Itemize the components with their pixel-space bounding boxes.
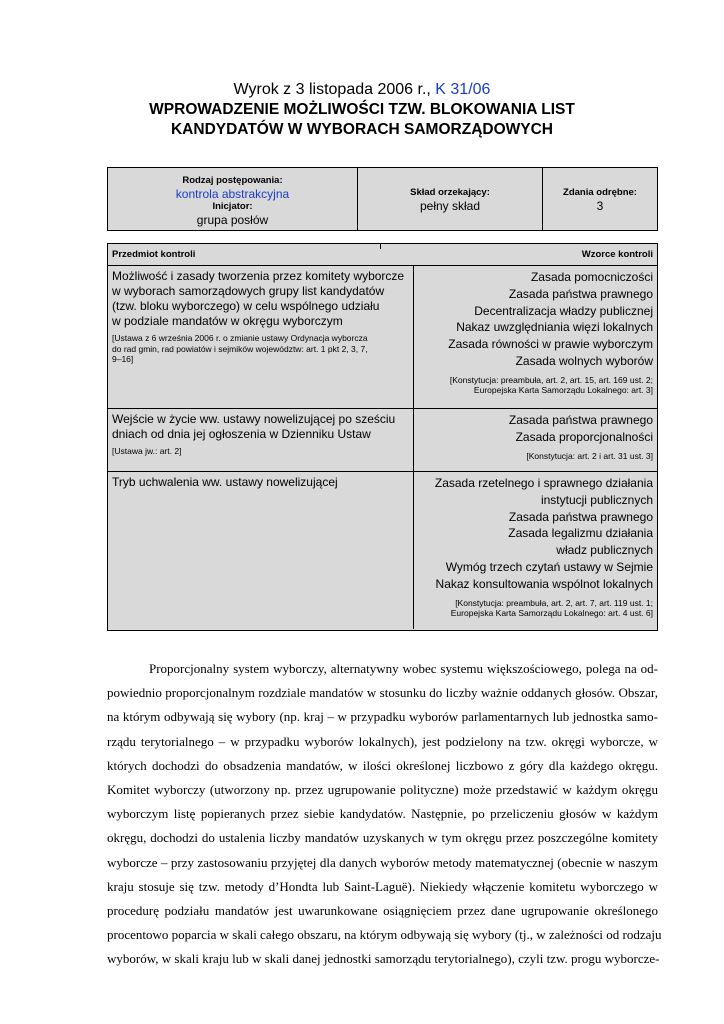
table-row bbox=[108, 472, 657, 629]
body-line: kraju stosuje się tzw. metody d’Hondta lub Saint-Laguë). Niekiedy włączenie komitetu wyborczego w bbox=[107, 878, 658, 894]
subtitle-line-1: WPROWADZENIE MOŻLIWOŚCI TZW. BLOKOWANIA LIST bbox=[149, 101, 575, 118]
pattern-item: Zasada wolnych wyborów bbox=[515, 353, 653, 368]
subject-line: w podziale mandatów w okręgu wyborczym bbox=[112, 314, 343, 328]
pattern-item: Zasada legalizmu działania bbox=[508, 526, 653, 541]
subject-line: Wejście w życie ww. ustawy nowelizującej po sześciu bbox=[112, 412, 396, 426]
pattern-item: Zasada państwa prawnego bbox=[508, 286, 653, 301]
pattern-item: władz publicznych bbox=[556, 543, 653, 558]
body-paragraph bbox=[107, 657, 662, 972]
header-divider-tick bbox=[380, 244, 381, 249]
bench-label: Skład orzekający: bbox=[410, 187, 490, 198]
subject-table bbox=[107, 243, 658, 631]
body-line: na którym odbywają się wybory (np. kraj – w przypadku wyborów parlamentarnych lub jednostka samo- bbox=[107, 709, 658, 725]
patterns-cell bbox=[414, 266, 657, 408]
pattern-item: Nakaz konsultowania wspólnot lokalnych bbox=[435, 576, 653, 591]
subject-text bbox=[112, 412, 409, 442]
bench-value: pełny skład bbox=[419, 199, 481, 213]
pattern-item: Decentralizacja władzy publicznej bbox=[474, 303, 653, 318]
body-line: okręgu, dochodzi do ustalenia liczby mandatów uzyskanych w tym okręgu przez poszczególne komitety bbox=[107, 830, 658, 846]
subject-line: Możliwość i zasady tworzenia przez komitety wyborcze bbox=[112, 269, 405, 283]
body-line: Proporcjonalny system wyborczy, alternatywny wobec systemu większościowego, polega na od- bbox=[149, 661, 658, 676]
table-row bbox=[108, 409, 657, 472]
pattern-item: Zasada państwa prawnego bbox=[508, 509, 653, 524]
procedure-value[interactable]: kontrola abstrakcyjna bbox=[175, 187, 290, 201]
subject-line: (tzw. bloku wyborczego) w celu wspólnego udziału bbox=[112, 299, 380, 313]
body-line: Komitet wyborczy (utworzony np. przez ugrupowanie polityczne) może przedstawić w każdym okręgu bbox=[107, 782, 658, 798]
dissent-cell bbox=[543, 168, 657, 230]
initiator-label: Inicjator: bbox=[212, 201, 253, 212]
body-line: wyborcze – przy zastosowaniu przyjętej dla danych wyborów metody matematycznej (obecnie w naszym bbox=[107, 854, 658, 870]
case-number-link[interactable]: K 31/06 bbox=[435, 81, 491, 98]
dissent-label: Zdania odrębne: bbox=[563, 187, 637, 198]
subject-table-header bbox=[108, 244, 657, 266]
judgment-date: Wyrok z 3 listopada 2006 r., bbox=[233, 81, 436, 98]
procedure-label: Rodzaj postępowania: bbox=[182, 175, 283, 186]
pattern-item: Nakaz uwzględniania więzi lokalnych bbox=[456, 320, 653, 335]
subject-note bbox=[112, 446, 409, 457]
body-line: powiednio proporcjonalnym rozdziale mandatów w stosunku do liczby ważnie oddanych głosów. Obszar, bbox=[107, 685, 658, 701]
subject-line: dniach od dnia jej ogłoszenia w Dzienniku Ustaw bbox=[112, 427, 371, 441]
pattern-reference bbox=[418, 375, 653, 396]
subject-line: w wyborach samorządowych grupy list kandydatów bbox=[112, 284, 385, 298]
title-block bbox=[60, 80, 664, 140]
body-line: których dochodzi do obsadzenia mandatów, w ilości określonej liczbowo z góry dla każdego okręgu. bbox=[107, 757, 658, 773]
case-info-table bbox=[107, 167, 658, 231]
subject-line: Tryb uchwalenia ww. ustawy nowelizującej bbox=[112, 475, 338, 489]
note-line: 9–16] bbox=[112, 354, 134, 364]
note-line: [Ustawa jw.: art. 2] bbox=[112, 446, 182, 456]
subject-note bbox=[112, 333, 409, 365]
dissent-value: 3 bbox=[596, 199, 604, 213]
bench-cell bbox=[358, 168, 543, 230]
judgment-title bbox=[60, 80, 664, 100]
subject-cell bbox=[108, 472, 414, 629]
pattern-item: Zasada równości w prawie wyborczym bbox=[448, 337, 653, 352]
subject-cell bbox=[108, 409, 414, 471]
body-line: rządu terytorialnego – w przypadku wyborów lokalnych), jest podzielony na tzw. okręgi wyborcze, w bbox=[107, 733, 658, 749]
pattern-item: Zasada pomocniczości bbox=[530, 270, 653, 284]
pattern-item: Zasada proporcjonalności bbox=[515, 429, 653, 444]
pattern-item: Zasada rzetelnego i sprawnego działania bbox=[434, 476, 653, 490]
body-line: procentowo poparcia w skali całego obszaru, na którym odbywają się wybory (tj., w zależności od rodzaju bbox=[107, 927, 662, 943]
note-line: do rad gmin, rad powiatów i sejmików województw: art. 1 pkt 2, 3, 7, bbox=[112, 343, 368, 354]
subtitle-line-2: KANDYDATÓW W WYBORACH SAMORZĄDOWYCH bbox=[170, 121, 553, 138]
subject-text bbox=[112, 475, 409, 490]
body-line: procedurę podziału mandatów jest uwarunkowane osiągnięciem przez dane ugrupowanie określonego bbox=[107, 903, 658, 919]
ref-line: Europejska Karta Samorządu Lokalnego: art. 4 ust. 6] bbox=[450, 608, 653, 619]
ref-line: Europejska Karta Samorządu Lokalnego: art. 3] bbox=[473, 385, 653, 396]
pattern-item: instytucji publicznych bbox=[540, 492, 653, 507]
subject-cell bbox=[108, 266, 414, 408]
pattern-item: Zasada państwa prawnego bbox=[508, 413, 653, 427]
table-row bbox=[108, 266, 657, 409]
pattern-reference bbox=[418, 451, 653, 462]
col-patterns-header: Wzorce kontroli bbox=[581, 249, 653, 260]
initiator-value: grupa posłów bbox=[196, 213, 269, 227]
note-line: [Ustawa z 6 września 2006 r. o zmianie ustawy Ordynacja wyborcza bbox=[112, 333, 368, 343]
ref-line: [Konstytucja: preambuła, art. 2, art. 7, art. 119 ust. 1; bbox=[455, 597, 653, 608]
col-subject-header: Przedmiot kontroli bbox=[112, 249, 196, 260]
patterns-cell bbox=[414, 472, 657, 629]
pattern-item: Wymóg trzech czytań ustawy w Sejmie bbox=[445, 559, 653, 574]
body-line: wyborczym listę popieranych przez siebie kandydatów. Następnie, po przeliczeniu głosów w każdym bbox=[107, 806, 658, 822]
ref-line: [Konstytucja: preambuła, art. 2, art. 15, art. 169 ust. 2; bbox=[449, 374, 653, 385]
ref-line: [Konstytucja: art. 2 i art. 31 ust. 3] bbox=[526, 450, 653, 461]
patterns-cell bbox=[414, 409, 657, 471]
subject-text bbox=[112, 269, 409, 329]
body-line: wyborów, w skali kraju lub w skali danej jednostki samorządu terytorialnego), czyli tzw. progu wyborcze- bbox=[107, 951, 660, 967]
pattern-reference bbox=[418, 598, 653, 619]
procedure-cell bbox=[108, 168, 358, 230]
